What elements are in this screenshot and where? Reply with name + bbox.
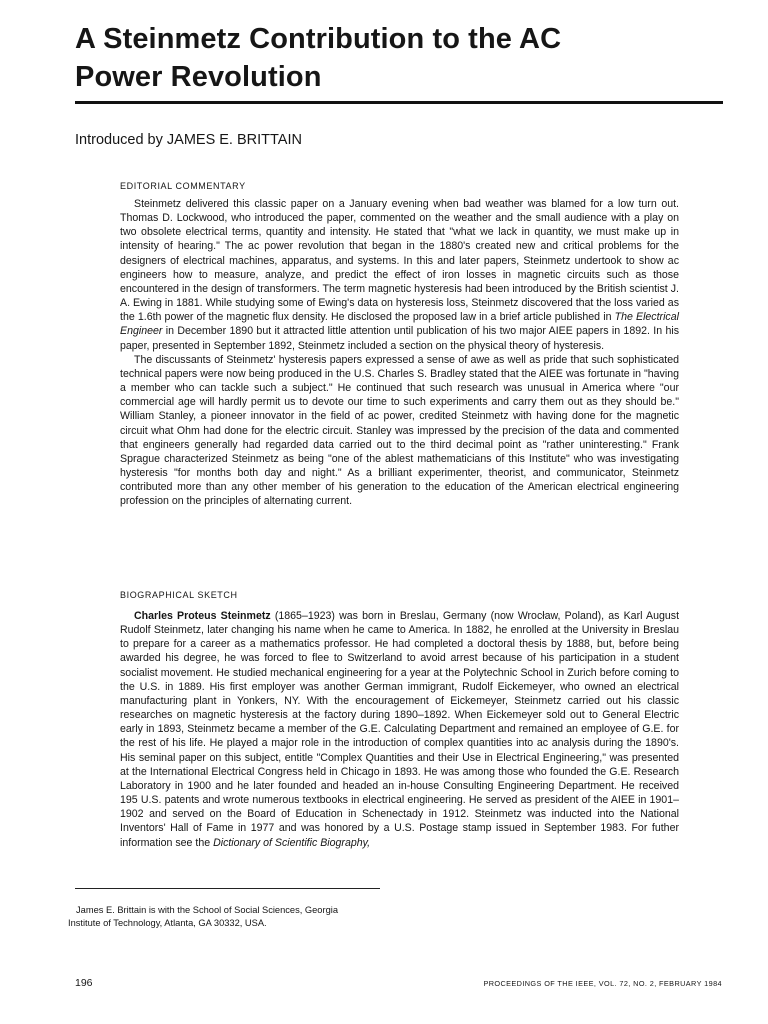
- page-number: 196: [75, 977, 93, 989]
- editorial-paragraph-2: The discussants of Steinmetz' hysteresis papers expressed a sense of awe as well as pride that such sophisticated technical papers were now being produced in the U.S. Charles S. Bradley stated that the AIEE was fortunate in "having a member who can tackle such a subject." He continued that such research was unusual in America where "our commercial age will hardly permit us to devote our time to such experiments and carry them out as they should be." William Stanley, a pioneer innovator in the field of ac power, credited Steinmetz with having done for the magnetic circuit what Ohm had done for the electric circuit. Stanley was impressed by the precision of the data and commented that engineers generally had regarded data carried out to the third decimal point as "rather uninteresting." Frank Sprague characterized Steinmetz as being "one of the ablest mathematicians of this Institute" who was investigating hysteresis "for months both day and night." As a brilliant experimenter, theorist, and communicator, Steinmetz contributed more than any other member of his generation to the education of the American electrical engineering profession on the principles of alternating current.: [120, 353, 679, 508]
- editorial-heading: EDITORIAL COMMENTARY: [120, 181, 246, 191]
- footnote-line-1: James E. Brittain is with the School of Social Sciences, Georgia: [76, 905, 338, 915]
- journal-name: The Electrical Engineer: [120, 311, 679, 338]
- editorial-commentary: [120, 197, 679, 508]
- title-rule: [75, 101, 723, 104]
- subject-name: Charles Proteus Steinmetz: [134, 610, 271, 622]
- biographical-sketch: [120, 609, 679, 850]
- article-title: [75, 20, 715, 96]
- author-footnote: [68, 904, 398, 929]
- footnote-line-2: Institute of Technology, Atlanta, GA 30332, USA.: [68, 917, 267, 928]
- title-line-2: Power Revolution: [75, 61, 322, 93]
- byline: Introduced by JAMES E. BRITTAIN: [75, 132, 302, 148]
- biography-paragraph-1: Charles Proteus Steinmetz (1865–1923) was born in Breslau, Germany (now Wrocław, Poland), as Karl August Rudolf Steinmetz, later changing his name when he came to America. In 1882, he enrolled at the University in Breslau to prepare for a career as a mathematics professor. He had completed a doctoral thesis by 1888, but, before being awarded his degree, he was forced to flee to Switzerland to avoid arrest because of his participation in a student socialist movement. He studied mechanical engineering for a year at the Polytechnic School in Zurich before coming to the U.S. in 1889. His first employer was another German immigrant, Rudolf Eickemeyer, who owned an electrical manufacturing plant in Yonkers, NY. With the encouragement of Eickemeyer, Steinmetz carried out his classic researches on magnetic hysteresis at the factory during 1890–1892. When Eickemeyer sold out to General Electric early in 1893, Steinmetz became a member of the G.E. Calculating Department and remained an employee of G.E. for the rest of his life. He played a major role in the introduction of complex quantities into ac analysis during the 1890's. His seminal paper on this subject, entitle "Complex Quantities and their Use in Electrical Engineering," was presented at the International Electrical Congress held in Chicago in 1893. He was among those who founded the G.E. Research Laboratory in 1900 and he later founded and headed an in-house Consulting Engineering Department. He received 195 U.S. patents and wrote numerous textbooks in electrical engineering. He served as president of the AIEE in 1901–1902 and served on the Board of Education in Schenectady in 1912. Steinmetz was inducted into the National Inventors' Hall of Fame in 1977 and was honored by a U.S. Postage stamp issued in September 1983. For futher information see the Dictionary of Scientific Biography,: [120, 610, 680, 849]
- journal-footer: PROCEEDINGS OF THE IEEE, VOL. 72, NO. 2, FEBRUARY 1984: [483, 979, 722, 988]
- editorial-paragraph-1: Steinmetz delivered this classic paper on a January evening when bad weather was blamed for a low turn out. Thomas D. Lockwood, who introduced the paper, commented on the weather and the small audience with a play on two obsolete electrical terms, quantity and intensity. He stated that "what we lack in quantity, we must make up in intensity of hearing." The ac power revolution that began in the 1880's created new and critical problems for the designers of electrical machines, apparatus, and systems. In this and later papers, Steinmetz undertook to show ac engineers how to measure, analyze, and predict the effect of iron losses in magnetic circuits such as those encountered in the design of transformers. The term magnetic hysteresis had been introduced by the British scientist J. A. Ewing in 1881. While studying some of Ewing's data on hysteresis loss, Steinmetz discovered that the loss varied as the 1.6th power of the magnetic flux density. He disclosed the proposed law in a brief article published in The Electrical Engineer in December 1890 but it attracted little attention until publication of his two major AIEE papers in 1892. In his paper, presented in September 1892, Steinmetz included a section on the physical theory of hysteresis.: [120, 198, 679, 352]
- footnote-rule: [75, 888, 380, 889]
- title-line-1: A Steinmetz Contribution to the AC: [75, 23, 562, 55]
- reference-title: Dictionary of Scientific Biography,: [213, 836, 371, 849]
- biography-heading: BIOGRAPHICAL SKETCH: [120, 590, 238, 600]
